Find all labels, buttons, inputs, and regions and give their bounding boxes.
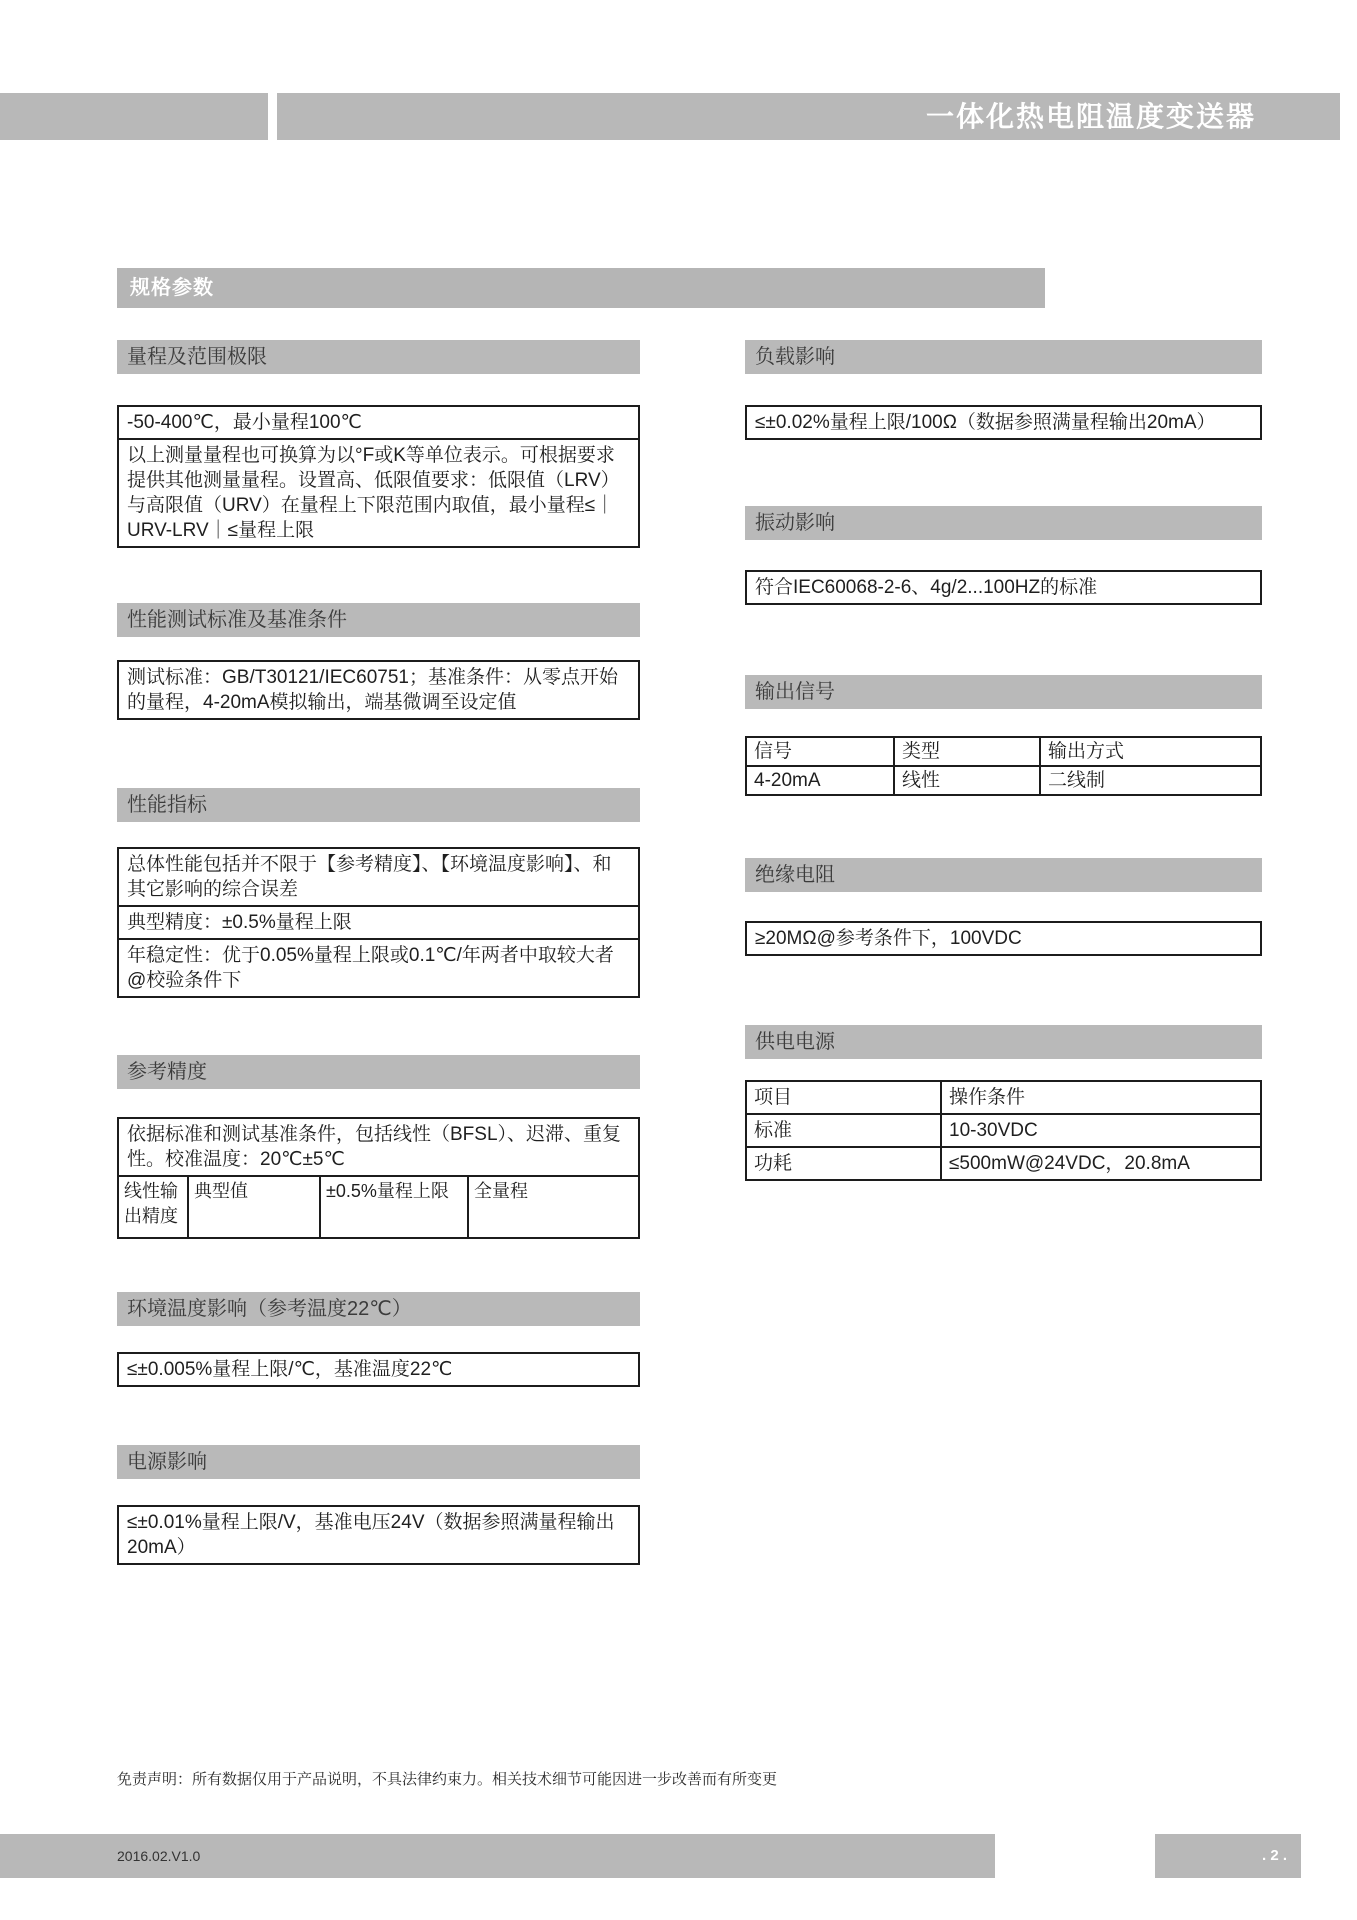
reference-accuracy-box <box>117 1117 640 1239</box>
reference-accuracy-intro: 依据标准和测试基准条件，包括线性（BFSL）、迟滞、重复性。校准温度：20℃±5℃ <box>127 1124 622 1170</box>
range-value: -50-400℃，最小量程100℃ <box>127 412 362 433</box>
section-title: 规格参数 <box>130 277 214 299</box>
power-supply-consumption-row <box>747 1146 1260 1179</box>
cell-consumption-value: ≤500mW@24VDC，20.8mA <box>940 1148 1260 1179</box>
test-standard-box <box>117 660 640 720</box>
accuracy-cell-fullscale: 全量程 <box>467 1177 638 1237</box>
performance-overall: 总体性能包括并不限于【参考精度】、【环境温度影响】、和其它影响的综合误差 <box>127 854 612 900</box>
heading-range-limits: 量程及范围极限 <box>117 340 640 374</box>
heading-ambient-temp-effect: 环境温度影响（参考温度22℃） <box>117 1292 640 1326</box>
load-effect-text: ≤±0.02%量程上限/100Ω（数据参照满量程输出20mA） <box>755 412 1216 433</box>
header-bar-right <box>277 93 1340 140</box>
range-note: 以上测量量程也可换算为以°F或K等单位表示。可根据要求提供其他测量量程。设置高、低限值要求：低限值（LRV）与高限值（URV）在量程上下限范围内取值，最小量程≤｜URV-LRV｜≤量程上限 <box>119 438 638 546</box>
range-limits-box <box>117 405 640 548</box>
heading-output-signal: 输出信号 <box>745 675 1262 709</box>
accuracy-cell-linear-output: 线性输出精度 <box>124 1181 178 1226</box>
power-effect-text: ≤±0.01%量程上限/V，基准电压24V（数据参照满量程输出20mA） <box>127 1512 615 1558</box>
heading-vibration-effect: 振动影响 <box>745 506 1262 540</box>
reference-accuracy-table-row <box>119 1175 638 1237</box>
heading-load-effect: 负载影响 <box>745 340 1262 374</box>
ambient-temp-effect-box <box>117 1352 640 1387</box>
col-header-item: 项目 <box>754 1087 793 1108</box>
power-effect-box <box>117 1505 640 1565</box>
col-header-signal: 信号 <box>754 741 793 762</box>
ambient-temp-effect-text: ≤±0.005%量程上限/℃，基准温度22℃ <box>127 1359 453 1380</box>
footer-version-bar <box>0 1834 995 1878</box>
cell-standard-value: 10-30VDC <box>940 1115 1260 1146</box>
performance-yearly-stability: 年稳定性：优于0.05%量程上限或0.1℃/年两者中取较大者@校验条件下 <box>119 938 638 996</box>
cell-output-mode-value: 二线制 <box>1039 767 1260 794</box>
insulation-resistance-text: ≥20MΩ@参考条件下，100VDC <box>755 928 1022 949</box>
cell-consumption-label: 功耗 <box>754 1153 793 1174</box>
heading-test-standard: 性能测试标准及基准条件 <box>117 603 640 637</box>
heading-reference-accuracy: 参考精度 <box>117 1055 640 1089</box>
performance-typical-accuracy: 典型精度：±0.5%量程上限 <box>119 905 638 938</box>
performance-box <box>117 847 640 998</box>
heading-power-effect: 电源影响 <box>117 1445 640 1479</box>
output-signal-table <box>745 736 1262 796</box>
cell-signal-value: 4-20mA <box>754 770 821 791</box>
vibration-effect-text: 符合IEC60068-2-6、4g/2...100HZ的标准 <box>755 577 1098 598</box>
header-bar-left <box>0 93 268 140</box>
power-supply-header-row <box>747 1082 1260 1113</box>
output-signal-header-row <box>747 738 1260 765</box>
page-title: 一体化热电阻温度变送器 <box>925 101 1256 132</box>
load-effect-box <box>745 405 1262 440</box>
col-header-output-mode: 输出方式 <box>1039 738 1260 765</box>
accuracy-cell-typical: 典型值 <box>187 1177 319 1237</box>
col-header-type: 类型 <box>893 738 1039 765</box>
power-supply-standard-row <box>747 1113 1260 1146</box>
accuracy-cell-value: ±0.5%量程上限 <box>319 1177 467 1237</box>
col-header-operating-condition: 操作条件 <box>940 1082 1260 1113</box>
footer-page-number: . 2 . <box>1155 1834 1301 1878</box>
vibration-effect-box <box>745 570 1262 605</box>
insulation-resistance-box <box>745 921 1262 956</box>
section-title-bar <box>117 268 1045 308</box>
cell-type-value: 线性 <box>893 767 1039 794</box>
output-signal-data-row <box>747 765 1260 794</box>
heading-power-supply: 供电电源 <box>745 1025 1262 1059</box>
disclaimer-text: 免责声明：所有数据仅用于产品说明，不具法律约束力。相关技术细节可能因进一步改善而有所变更 <box>117 1771 778 1788</box>
heading-insulation-resistance: 绝缘电阻 <box>745 858 1262 892</box>
power-supply-table <box>745 1080 1262 1181</box>
cell-standard-label: 标准 <box>754 1120 793 1141</box>
test-standard-text: 测试标准：GB/T30121/IEC60751；基准条件：从零点开始的量程，4-20mA模拟输出，端基微调至设定值 <box>127 667 618 713</box>
version-text: 2016.02.V1.0 <box>117 1848 201 1864</box>
heading-performance: 性能指标 <box>117 788 640 822</box>
